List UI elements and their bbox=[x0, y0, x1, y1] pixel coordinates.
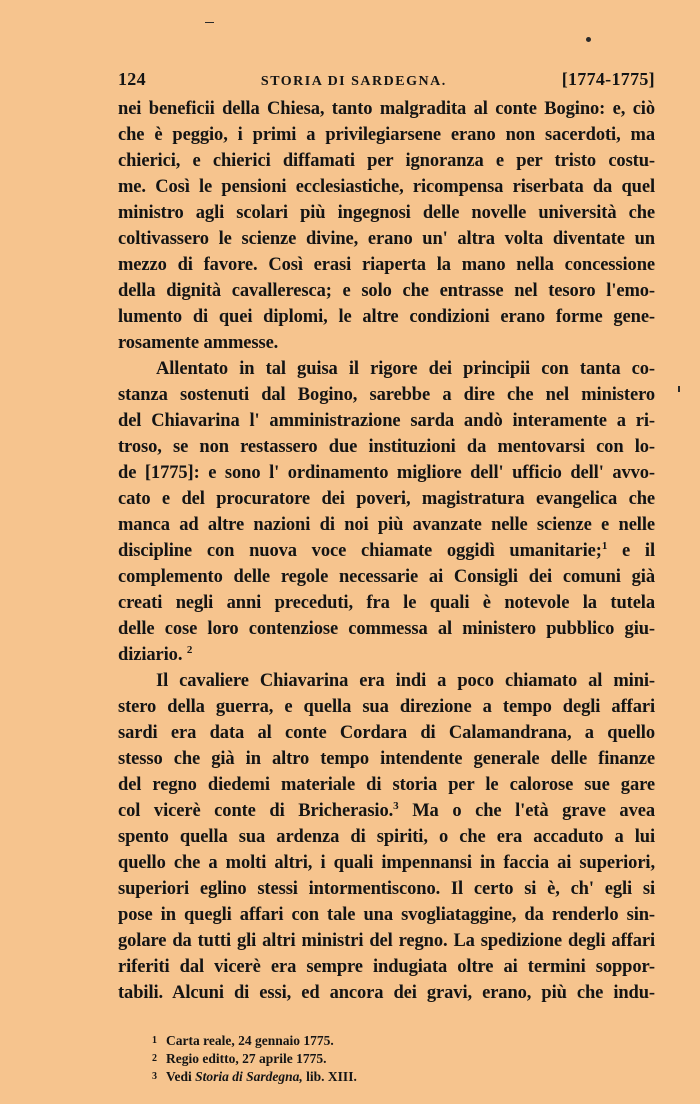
text-line: cato e del procuratore dei poveri, magistratura evangelica che bbox=[118, 489, 655, 509]
text-segment: Ma o che l'età grave avea bbox=[412, 801, 655, 821]
book-page bbox=[118, 62, 655, 1086]
text-line: stanza sostenuti dal Bogino, sarebbe a dire che nel ministero bbox=[118, 385, 655, 405]
page-number: 124 bbox=[118, 69, 146, 89]
text-line: creati negli anni preceduti, fra le quali è notevole la tutela bbox=[118, 593, 655, 613]
text-line: superiori eglino stessi intormentiscono. Il certo si è, ch' egli si bbox=[118, 879, 655, 899]
footnote-ref-2: 2 bbox=[186, 643, 193, 656]
footnote-ref-1: 1 bbox=[601, 539, 608, 552]
footnote-text: Carta reale, 24 gennaio 1775. bbox=[166, 1033, 334, 1048]
body-text bbox=[118, 96, 655, 1006]
footnote-2 bbox=[152, 1050, 655, 1068]
text-line: Allentato in tal guisa il rigore dei principii con tanta co- bbox=[156, 359, 655, 379]
text-line: lumento di quei diplomi, le altre condizioni erano forme gene- bbox=[118, 307, 655, 327]
footnote-text-pre: Vedi bbox=[166, 1069, 192, 1084]
footnote-mark: 1 bbox=[152, 1035, 157, 1046]
text-line: riferiti dal vicerè era sempre indugiata oltre ai termini soppor- bbox=[118, 957, 655, 977]
text-line: che è peggio, i primi a privilegiarsene erano non sacerdoti, ma bbox=[118, 125, 655, 145]
text-line-with-note bbox=[118, 538, 655, 564]
text-line: mezzo di favore. Così erasi riaperta la mano nella concessione bbox=[118, 255, 655, 275]
text-line: stesso che già in altro tempo intendente generale delle finanze bbox=[118, 749, 655, 769]
footnote-mark: 2 bbox=[152, 1053, 157, 1064]
text-line: me. Così le pensioni ecclesiastiche, ricompensa riserbata da quel bbox=[118, 177, 655, 197]
date-range: [1774-1775] bbox=[561, 69, 655, 89]
footnote-text: Regio editto, 27 aprile 1775. bbox=[166, 1051, 327, 1066]
footnotes bbox=[152, 1032, 655, 1086]
text-line: coltivassero le scienze divine, erano un' altra volta diventate un bbox=[118, 229, 655, 249]
text-segment: diziario. bbox=[118, 645, 183, 665]
text-line: stero della guerra, e quella sua direzione a tempo degli affari bbox=[118, 697, 655, 717]
text-line: manca ad altre nazioni di noi più avanzate nelle scienze e nelle bbox=[118, 515, 655, 535]
text-line: chierici, e chierici diffamati per ignoranza e per tristo costu- bbox=[118, 151, 655, 171]
footnote-ref-3: 3 bbox=[393, 799, 399, 812]
text-segment: e il bbox=[622, 541, 655, 561]
footnote-1 bbox=[152, 1032, 655, 1050]
text-line-with-note bbox=[118, 642, 655, 668]
footnote-3 bbox=[152, 1068, 655, 1086]
text-line: nei beneficii della Chiesa, tanto malgradita al conte Bogino: e, ciò bbox=[118, 99, 655, 119]
text-line: della dignità cavalleresca; e solo che entrasse nel tesoro l'emo- bbox=[118, 281, 655, 301]
text-line: delle cose loro contenziose commessa al ministero pubblico giu- bbox=[118, 619, 655, 639]
text-line: rosamente ammesse. bbox=[118, 333, 279, 353]
text-line: de [1775]: e sono l' ordinamento migliore dell' ufficio dell' avvo- bbox=[118, 463, 655, 483]
text-line: ministro agli scolari più ingegnosi delle novelle università che bbox=[118, 203, 655, 223]
footnote-text-post: lib. XIII. bbox=[306, 1069, 357, 1084]
text-segment: col vicerè conte di Bricherasio. bbox=[118, 801, 394, 821]
footnote-mark: 3 bbox=[152, 1071, 157, 1082]
paragraph-2 bbox=[118, 356, 655, 668]
text-line: del regno diedemi materiale di storia per le calorose sue gare bbox=[118, 775, 655, 795]
running-title: STORIA DI SARDEGNA. bbox=[260, 74, 447, 89]
text-line: tabili. Alcuni di essi, ed ancora dei gravi, erano, più che indu- bbox=[118, 983, 655, 1003]
text-line: del Chiavarina l' amministrazione sarda andò interamente a ri- bbox=[118, 411, 655, 431]
text-segment: discipline con nuova voce chiamate oggidì umanitarie; bbox=[118, 541, 602, 561]
paragraph-3 bbox=[118, 668, 655, 1006]
ink-speck-top bbox=[586, 37, 591, 42]
ink-speck-mark bbox=[205, 22, 214, 23]
running-header bbox=[118, 62, 655, 96]
text-line-with-note bbox=[118, 798, 655, 824]
text-line: sardi era data al conte Cordara di Calamandrana, a quello bbox=[118, 723, 655, 743]
paragraph-1 bbox=[118, 96, 655, 356]
text-line: complemento delle regole necessarie ai Consigli dei comuni già bbox=[118, 567, 655, 587]
text-line: spento quella sua ardenza di spiriti, o che era accaduto a lui bbox=[118, 827, 655, 847]
footnote-book-title: Storia di Sardegna, bbox=[195, 1069, 303, 1084]
ink-speck-margin bbox=[678, 386, 680, 392]
text-line: Il cavaliere Chiavarina era indi a poco chiamato al mini- bbox=[156, 671, 655, 691]
text-line: troso, se non restassero due instituzioni da mentovarsi con lo- bbox=[118, 437, 655, 457]
text-line: pose in quegli affari con tale una svogliataggine, da renderlo sin- bbox=[118, 905, 655, 925]
text-line: golare da tutti gli altri ministri del regno. La spedizione degli affari bbox=[118, 931, 655, 951]
text-line: quello che a molti altri, i quali impennansi in faccia ai superiori, bbox=[118, 853, 655, 873]
